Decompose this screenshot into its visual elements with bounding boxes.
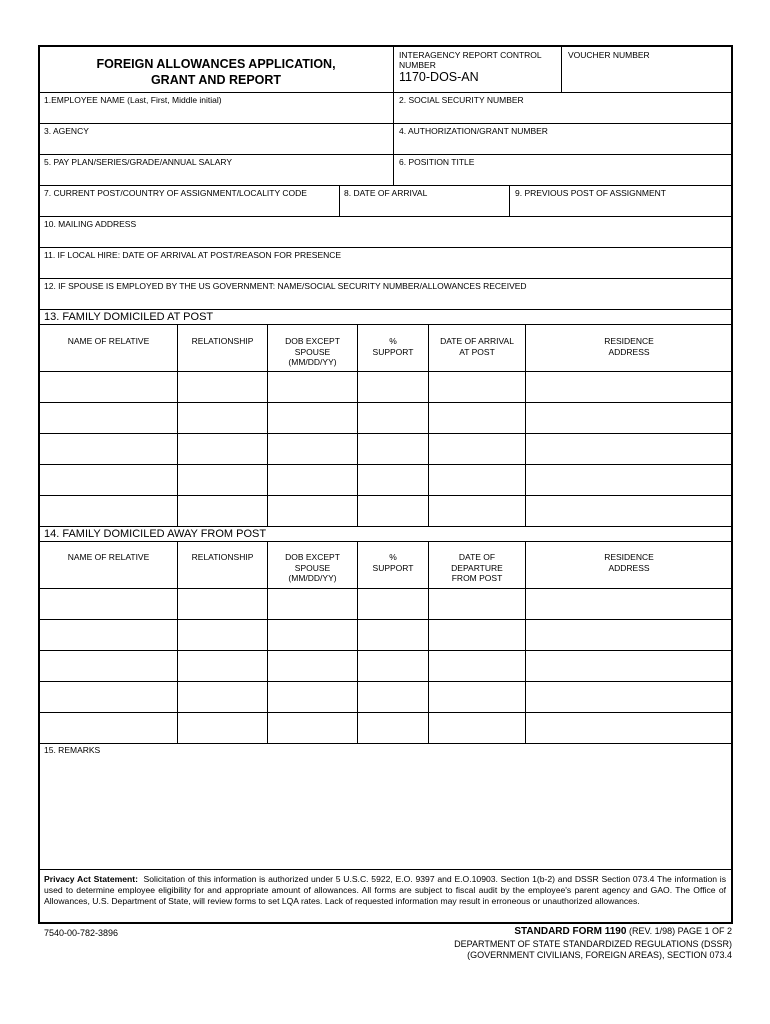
control-number-label-1: INTERAGENCY REPORT CONTROL [399, 50, 542, 60]
pay-plan-field[interactable] [40, 167, 392, 184]
table-row[interactable] [40, 682, 732, 712]
ssn-label: 2. SOCIAL SECURITY NUMBER [399, 95, 524, 105]
table-row[interactable] [40, 651, 732, 681]
form-title-line1: FOREIGN ALLOWANCES APPLICATION, [96, 57, 336, 71]
row-divider [39, 309, 732, 310]
position-title-label: 6. POSITION TITLE [399, 157, 475, 167]
privacy-act-heading: Privacy Act Statement: [44, 874, 139, 884]
dept-line: DEPARTMENT OF STATE STANDARDIZED REGULATIONS (DSSR) [454, 939, 732, 949]
section-14-title: 14. FAMILY DOMICILED AWAY FROM POST [44, 528, 267, 540]
table-row[interactable] [40, 372, 732, 402]
position-title-field[interactable] [395, 167, 731, 184]
voucher-number-field[interactable] [562, 60, 732, 92]
table-row[interactable] [40, 589, 732, 619]
row-divider [39, 185, 732, 186]
spouse-employed-label: 12. IF SPOUSE IS EMPLOYED BY THE US GOVERNMENT: NAME/SOCIAL SECURITY NUMBER/ALLOWANCES RECEIVED [44, 281, 527, 291]
employee-name-field[interactable] [40, 105, 392, 122]
employee-name-label: 1.EMPLOYEE NAME (Last, First, Middle initial) [44, 95, 222, 105]
date-of-arrival-label: 8. DATE OF ARRIVAL [344, 188, 428, 198]
local-hire-label: 11. IF LOCAL HIRE: DATE OF ARRIVAL AT POST/REASON FOR PRESENCE [44, 250, 342, 260]
table-row[interactable] [40, 403, 732, 433]
divider [393, 92, 394, 185]
table-row-divider [39, 526, 732, 527]
col-header-dob: DOB EXCEPT SPOUSE (MM/DD/YY) [285, 552, 340, 583]
ssn-field[interactable] [395, 105, 731, 122]
row-divider [39, 541, 732, 542]
current-post-field[interactable] [40, 198, 338, 215]
row-divider [39, 123, 732, 124]
divider [509, 185, 510, 216]
table-row[interactable] [40, 434, 732, 464]
remarks-label: 15. REMARKS [44, 745, 101, 755]
section-line: (GOVERNMENT CIVILIANS, FOREIGN AREAS), SECTION 073.4 [467, 950, 732, 960]
control-number-label-2: NUMBER [399, 60, 436, 70]
col-header-residence: RESIDENCE ADDRESS [604, 336, 654, 357]
row-divider [39, 247, 732, 248]
previous-post-field[interactable] [511, 198, 731, 215]
mailing-address-field[interactable] [40, 229, 731, 246]
table-row[interactable] [40, 620, 732, 650]
current-post-label: 7. CURRENT POST/COUNTRY OF ASSIGNMENT/LOCALITY CODE [44, 188, 307, 198]
authorization-field[interactable] [395, 136, 731, 153]
table-row[interactable] [40, 713, 732, 743]
form-name: STANDARD FORM 1190 [514, 926, 627, 937]
form-title [40, 56, 392, 88]
row-divider [39, 216, 732, 217]
col-header-date-departure: DATE OF DEPARTURE FROM POST [451, 552, 503, 583]
row-divider [39, 324, 732, 325]
col-header-relationship: RELATIONSHIP [191, 336, 254, 346]
privacy-act-statement [44, 874, 726, 908]
col-header-support: % SUPPORT [372, 336, 414, 357]
table-row[interactable] [40, 496, 732, 526]
agency-label: 3. AGENCY [44, 126, 89, 136]
remarks-field[interactable] [40, 757, 732, 867]
col-header-relationship: RELATIONSHIP [191, 552, 254, 562]
col-header-support: % SUPPORT [372, 552, 414, 573]
row-divider [39, 92, 732, 93]
row-divider [39, 154, 732, 155]
section-13-title: 13. FAMILY DOMICILED AT POST [44, 311, 214, 323]
authorization-label: 4. AUTHORIZATION/GRANT NUMBER [399, 126, 548, 136]
col-header-dob: DOB EXCEPT SPOUSE (MM/DD/YY) [285, 336, 340, 367]
pay-plan-label: 5. PAY PLAN/SERIES/GRADE/ANNUAL SALARY [44, 157, 233, 167]
form-designation [514, 926, 732, 937]
col-header-residence: RESIDENCE ADDRESS [604, 552, 654, 573]
table-row[interactable] [40, 465, 732, 495]
table-row-divider [39, 743, 732, 744]
spouse-employed-field[interactable] [40, 291, 731, 308]
col-header-name: NAME OF RELATIVE [67, 552, 150, 562]
mailing-address-label: 10. MAILING ADDRESS [44, 219, 137, 229]
voucher-number-label: VOUCHER NUMBER [568, 50, 650, 60]
col-header-date-arrival: DATE OF ARRIVAL AT POST [440, 336, 514, 357]
previous-post-label: 9. PREVIOUS POST OF ASSIGNMENT [515, 188, 666, 198]
form-title-line2: GRANT AND REPORT [150, 73, 282, 87]
col-header-name: NAME OF RELATIVE [67, 336, 150, 346]
local-hire-field[interactable] [40, 260, 731, 277]
agency-field[interactable] [40, 136, 392, 153]
row-divider [39, 869, 732, 870]
control-number-value: 1170-DOS-AN [399, 70, 479, 84]
divider [393, 46, 394, 93]
privacy-act-text: Solicitation of this information is authorized under 5 U.S.C. 5922, E.O. 9397 and E.O.10903. Section 1(b-2) and DSSR Section 073.4 The information is used to determine employee eligibility for and appropriate amount of allowances. All forms are subject to fiscal audit by the employee's parent agency and GAO. The Office of Allowances, U.S. Department of State, will review forms to set LQA rates. Lack of requested information may result in erroneous or unauthorized allowances. [44, 874, 727, 907]
date-of-arrival-field[interactable] [341, 198, 508, 215]
stock-number: 7540-00-782-3896 [44, 928, 119, 938]
divider [339, 185, 340, 216]
form-revision: (REV. 1/98) PAGE 1 OF 2 [628, 926, 732, 936]
row-divider [39, 278, 732, 279]
